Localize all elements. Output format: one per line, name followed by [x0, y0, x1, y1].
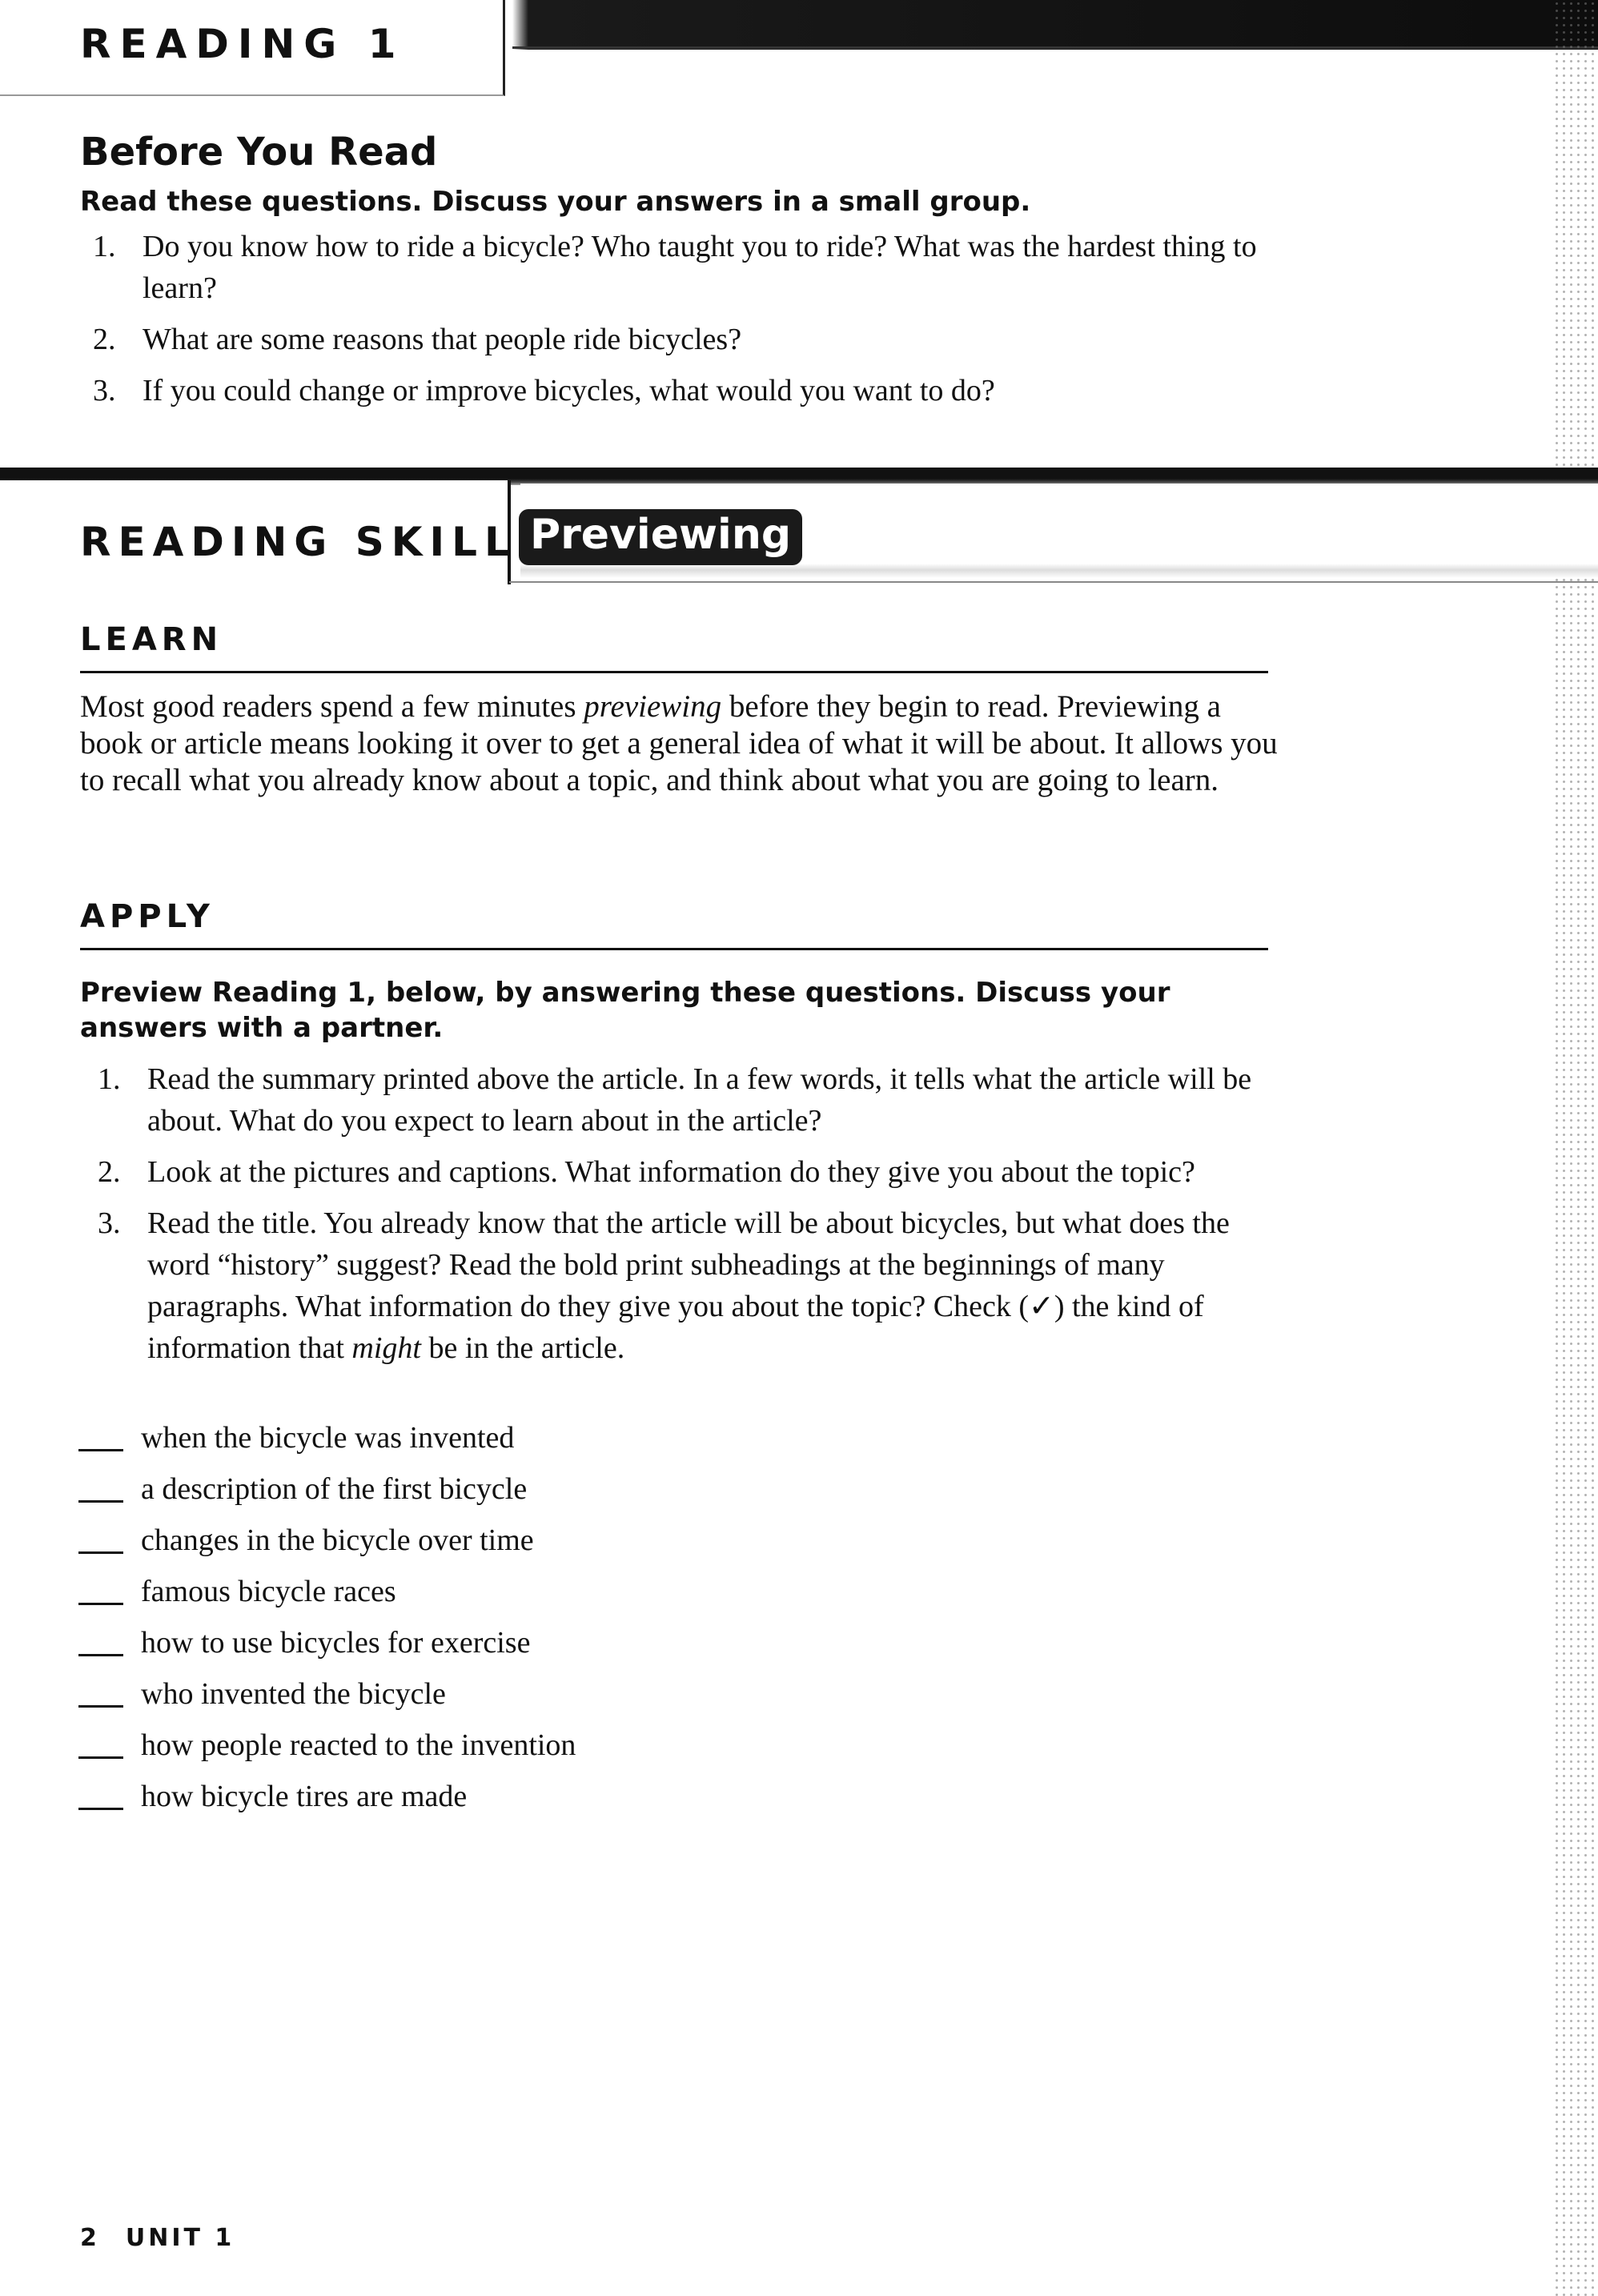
question-text: What are some reasons that people ride bicycles? [143, 323, 742, 356]
checklist-text: famous bicycle races [141, 1575, 396, 1608]
checklist-text: a description of the first bicycle [141, 1472, 528, 1506]
header-rule [512, 46, 1598, 49]
information-checklist [78, 1412, 576, 1822]
checklist-item [78, 1668, 576, 1720]
page-footer [80, 2224, 235, 2252]
check-blank[interactable] [78, 1654, 123, 1656]
checklist-text: how people reacted to the invention [141, 1728, 576, 1762]
question-text-start: Read the title. You already know that the article will be about bicycles, but what does the word “history” suggest? Read the bold print subheadings at the beginnings of many paragraphs. What information do they give you about the topic? Check (✓) the kind of information that [147, 1206, 1230, 1365]
question-item [80, 1151, 1281, 1193]
check-blank[interactable] [78, 1551, 123, 1554]
apply-questions [80, 1058, 1281, 1379]
checklist-item [78, 1771, 576, 1822]
checklist-item [78, 1515, 576, 1566]
check-blank[interactable] [78, 1449, 123, 1451]
question-text: If you could change or improve bicycles, what would you want to do? [143, 374, 995, 407]
question-item [80, 1058, 1281, 1142]
question-text: Do you know how to ride a bicycle? Who taught you to ride? What was the hardest thing to learn? [143, 230, 1257, 305]
skill-name-badge: Previewing [519, 509, 802, 565]
checklist-item [78, 1720, 576, 1771]
checklist-text: how to use bicycles for exercise [141, 1626, 531, 1660]
reading-skill-underline [509, 581, 1598, 583]
before-you-read-heading: Before You Read [80, 130, 438, 175]
question-number: 3. [93, 374, 116, 407]
section-title: READING 1 [80, 21, 405, 67]
question-item [80, 1202, 1281, 1369]
before-you-read-instruction: Read these questions. Discuss your answers in a small group. [80, 186, 1031, 218]
question-number: 2. [93, 323, 116, 356]
checklist-item [78, 1566, 576, 1617]
checklist-text: when the bicycle was invented [141, 1421, 515, 1455]
page-edge-shadow [1553, 0, 1598, 2296]
question-text: Read the summary printed above the article. In a few words, it tells what the article will be about. What do you expect to learn about in the article? [147, 1062, 1252, 1138]
check-blank[interactable] [78, 1705, 123, 1708]
checklist-item [78, 1617, 576, 1668]
learn-text-start: Most good readers spend a few minutes [80, 689, 584, 724]
learn-paragraph [80, 688, 1281, 799]
check-blank[interactable] [78, 1603, 123, 1605]
question-number: 2. [98, 1155, 121, 1189]
question-number: 3. [98, 1206, 121, 1240]
reading-skill-title: READING SKILL [80, 519, 517, 565]
checklist-item [78, 1463, 576, 1515]
learn-rule [80, 671, 1268, 673]
question-text-end: be in the article. [420, 1331, 625, 1365]
checklist-item [78, 1412, 576, 1463]
check-blank[interactable] [78, 1500, 123, 1503]
checklist-text: how bicycle tires are made [141, 1780, 468, 1813]
question-text: Look at the pictures and captions. What information do they give you about the topic? [147, 1155, 1195, 1189]
question-item [80, 370, 1281, 411]
before-you-read-questions [80, 226, 1281, 421]
checklist-text: who invented the bicycle [141, 1677, 446, 1711]
apply-heading: APPLY [80, 898, 215, 935]
apply-rule [80, 948, 1268, 950]
learn-text-end: before they begin to read. Previewing a book or article means looking it over to get a general idea of what it will be about. It allows you to recall what you already know about a topic, and think about what you are going to learn. [80, 689, 1278, 797]
question-item [80, 226, 1281, 309]
unit-label: UNIT 1 [125, 2224, 235, 2252]
learn-emphasis: previewing [584, 689, 722, 724]
page-number: 2 [80, 2224, 100, 2252]
question-item [80, 319, 1281, 360]
question-number: 1. [98, 1062, 121, 1096]
check-blank[interactable] [78, 1756, 123, 1759]
question-emphasis: might [351, 1331, 421, 1365]
checklist-text: changes in the bicycle over time [141, 1523, 534, 1557]
question-number: 1. [93, 230, 116, 263]
learn-heading: LEARN [80, 621, 223, 658]
check-blank[interactable] [78, 1808, 123, 1810]
question-text [147, 1206, 1230, 1365]
apply-instruction: Preview Reading 1, below, by answering these questions. Discuss your answers with a partner. [80, 977, 1170, 1044]
